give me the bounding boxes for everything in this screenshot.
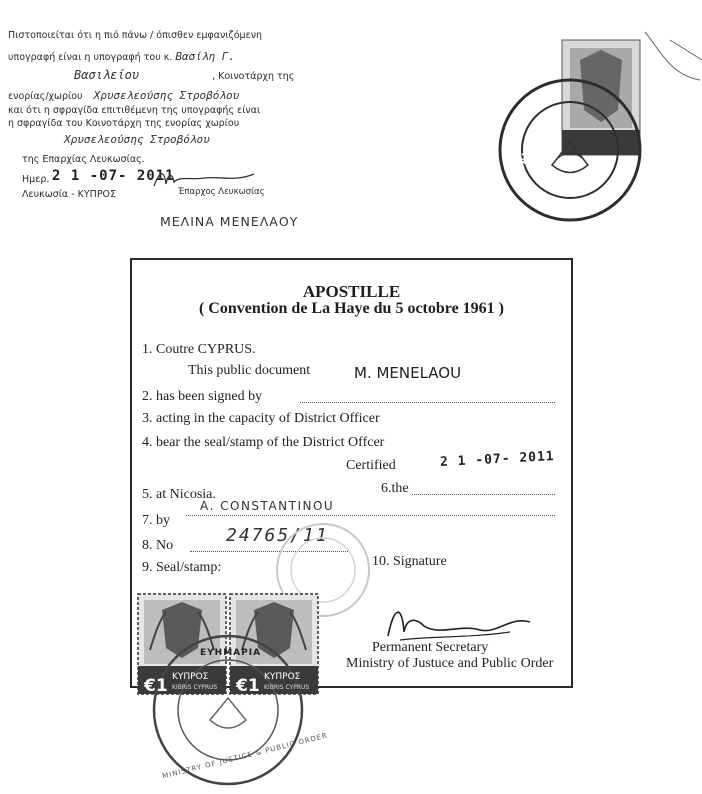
stamp-left-sub: KIBRIS CYPRUS xyxy=(172,684,218,691)
item-9: 9. Seal/stamp: xyxy=(142,560,222,575)
greek-cert-line-1: Πιστοποιείται ότι η πιό πάνω / όπισθεν εμφανιζόμενη xyxy=(8,30,263,41)
signer-title: Permanent Secretary xyxy=(372,640,489,655)
item-10: 10. Signature xyxy=(372,554,447,569)
ministry-seal-text: MINISTRY OF JUSTICE & PUBLIC ORDER xyxy=(161,731,329,781)
certified-date-stamp: 2 1 -07- 2011 xyxy=(439,449,556,470)
item-4: 4. bear the seal/stamp of the District Offcer xyxy=(142,435,385,450)
handwritten-surname: Βασιλείου xyxy=(74,68,140,82)
item-6: 6.the xyxy=(381,481,409,496)
greek-date-label: Ημερ. xyxy=(22,174,50,185)
item-5: 5. at Nicosia. xyxy=(142,487,216,502)
district-seal xyxy=(470,30,702,230)
greek-cert-line-4 xyxy=(8,89,239,102)
item-2-dots xyxy=(300,402,555,403)
greek-place: Λευκωσία - ΚΥΠΡΟΣ xyxy=(22,189,117,200)
certified-label: Certified xyxy=(346,458,396,473)
certifier-name: A. CONSTANTINOU xyxy=(200,499,335,513)
public-document-label: This public document xyxy=(188,363,311,378)
apostille-title: APOSTILLE xyxy=(302,282,401,301)
handwritten-name: Βασίλη Γ. xyxy=(175,50,236,63)
greek-cert-line-2 xyxy=(8,50,235,63)
greek-cert-line-7 xyxy=(64,133,210,146)
greek-cert-line-3-text: , Κοινοτάρχη της xyxy=(212,71,295,82)
stamp-overprint: ΕΥΗΜΑΡΙΑ xyxy=(200,648,262,658)
stamp-left-denomination: €1 xyxy=(144,676,168,696)
item-6-dots xyxy=(412,494,555,495)
greek-cert-line-3 xyxy=(74,68,294,82)
item-7: 7. by xyxy=(142,513,170,528)
officer-signature xyxy=(150,166,260,192)
greek-cert-line-5: και ότι η σφραγίδα επιτιθέμενη της υπογραφής είναι xyxy=(8,105,261,116)
apostille-subtitle: ( Convention de La Haye du 5 octobre 1961 ) xyxy=(198,300,505,317)
greek-cert-line-6: η σφραγίδα του Κοινοτάρχη της ενορίας χωρίου xyxy=(8,118,240,129)
greek-cert-line-4-text: ενορίας/χωρίου xyxy=(8,91,83,102)
item-8: 8. No xyxy=(142,538,174,553)
item-1: 1. Coutre CYPRUS. xyxy=(142,342,256,357)
stamp-right-denomination: €1 xyxy=(236,676,260,696)
greek-cert-line-2-text: υπογραφή είναι η υπογραφή του κ. xyxy=(8,52,173,63)
district-seal-ring-text: ΚΑΜΠΡΙ xyxy=(515,129,539,172)
handwritten-number: 24765/11 xyxy=(226,525,329,546)
officer-title: Έπαρχος Λευκωσίας xyxy=(178,187,265,197)
item-3: 3. acting in the capacity of District Officer xyxy=(142,411,380,426)
signed-by-name: M. MENELAOU xyxy=(354,364,462,382)
item-2: 2. has been signed by xyxy=(142,389,263,404)
handwritten-parish: Χρυσελεούσης Στροβόλου xyxy=(93,89,240,102)
greek-date-stamp: 2 1 -07- 2011 xyxy=(52,168,175,184)
officer-name: ΜΕΛΙΝΑ ΜΕΝΕΛΑΟΥ xyxy=(160,214,299,229)
handwritten-parish-2: Χρυσελεούσης Στροβόλου xyxy=(64,133,210,146)
greek-cert-line-8: της Επαρχίας Λευκωσίας. xyxy=(22,154,145,165)
stamp-right-country: ΚΥΠΡΟΣ xyxy=(264,672,301,682)
ministry-name: Ministry of Justuce and Public Order xyxy=(346,656,554,671)
item-7-dots xyxy=(186,515,555,516)
stamp-left-country: ΚΥΠΡΟΣ xyxy=(172,672,209,682)
stamp-right-sub: KIBRIS CYPRUS xyxy=(264,684,310,691)
